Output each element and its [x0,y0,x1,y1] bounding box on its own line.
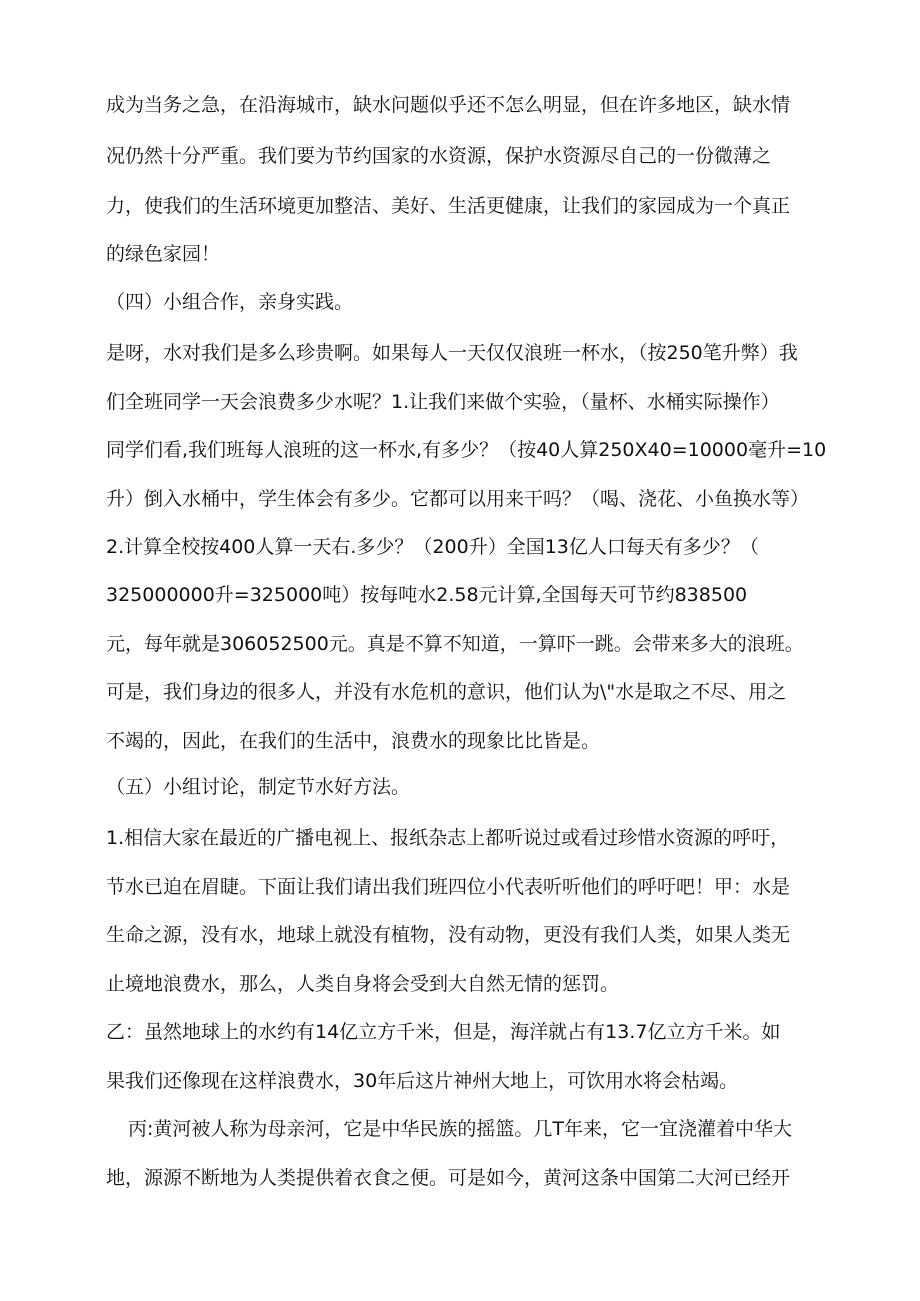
section-heading: （四）小组合作，亲身实践。 [106,291,354,313]
text-line: 325000000升=325000吨）按每吨水2.58元计算,全国每天可节约838500 [106,584,748,606]
text-line: 元，每年就是306052500元。真是不算不知道，一算吓一跳。会带来多大的浪班。 [106,633,804,655]
text-line: 力，使我们的生活环境更加整洁、美好、生活更健康，让我们的家园成为一个真正 [106,195,791,217]
text-line: 乙：虽然地球上的水约有14亿立方千米，但是，海洋就占有13.7亿立方千米。如 [106,1021,781,1043]
text-line: 可是，我们身边的很多人，并没有水危机的意识，他们认为\"水是取之不尽、用之 [106,681,787,703]
text-line: 2.计算全校按400人算一天右.多少？（200升）全国13亿人口每天有多少？（ [106,536,759,558]
text-line: 不竭的，因此，在我们的生活中，浪费水的现象比比皆是。 [106,730,601,752]
text-line: 成为当务之急，在沿海城市，缺水问题似乎还不怎么明显，但在许多地区，缺水情 [106,94,791,116]
text-line: 是呀，水对我们是多么珍贵啊。如果每人一天仅仅浪班一杯水，（按250笔升弊）我 [106,342,798,364]
section-heading: （五）小组讨论，制定节水好方法。 [106,776,411,798]
text-line: 果我们还像现在这样浪费水，30年后这片神州大地上，可饮用水将会枯竭。 [106,1070,739,1092]
text-line: 况仍然十分严重。我们要为节约国家的水资源，保护水资源尽自己的一份微薄之 [106,145,772,167]
text-line: 升）倒入水桶中，学生体会有多少。它都可以用来干吗？（喝、浇花、小鱼换水等） [106,488,810,510]
text-line: 1.相信大家在最近的广播电视上、报纸杂志上都听说过或看过珍惜水资源的呼吁， [106,827,790,849]
text-line: 的绿色家园！ [106,243,221,265]
text-line: 同学们看,我们班每人浪班的这一杯水,有多少？（按40人算250X40=10000毫升=10 [106,439,827,461]
text-line: 地，源源不断地为人类提供着衣食之便。可是如今，黄河这条中国第二大河已经开 [106,1167,791,1189]
text-line: 节水已迫在眉睫。下面让我们请出我们班四位小代表听听他们的呼吁吧！甲：水是 [106,876,791,898]
text-line: 们全班同学一天会浪费多少水呢？1.让我们来做个实验，（量杯、水桶实际操作） [106,391,780,413]
text-line: 丙:黄河被人称为母亲河，它是中华民族的摇篮。几T年来，它一宜浇灌着中华大 [128,1118,793,1140]
text-line: 止境地浪费水，那么，人类自身将会受到大自然无情的惩罚。 [106,973,620,995]
text-line: 生命之源，没有水，地球上就没有植物，没有动物，更没有我们人类，如果人类无 [106,924,791,946]
